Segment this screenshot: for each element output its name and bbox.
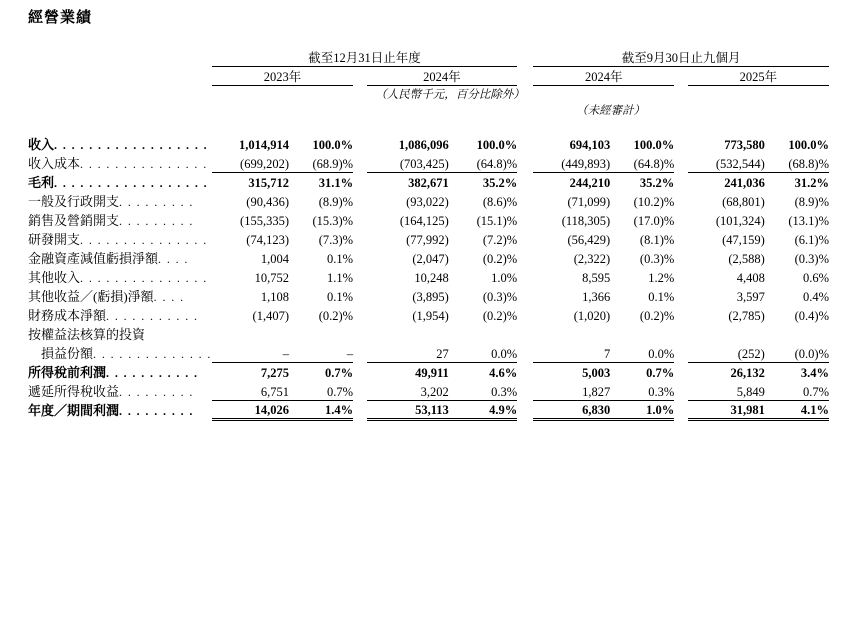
currency-note-gap-mid [353, 86, 367, 103]
year-gap-2 [517, 67, 533, 86]
row-label-leader: . . . . . . . . . . . [106, 309, 199, 323]
currency-note-gap-right4 [688, 86, 765, 103]
row-label-text: 其他收益／(虧損)淨額 [28, 289, 154, 304]
row-label [28, 267, 212, 286]
year-header-row [28, 67, 829, 86]
table-body [28, 134, 829, 419]
column-gap [517, 267, 533, 286]
row-value: 7,275 [212, 362, 289, 381]
row-label-text: 財務成本淨額 [28, 308, 107, 323]
row-percent: (64.8)% [476, 156, 518, 171]
row-value: (118,305) [561, 214, 611, 228]
row-value: (703,425) [399, 156, 449, 171]
row-value: (1,407) [252, 309, 289, 323]
row-label-text: 收入 [28, 137, 55, 152]
row-percent: (0.0)% [794, 346, 829, 361]
row-value: 1,004 [260, 252, 289, 266]
row-label [28, 229, 212, 248]
row-value: (449,893) [561, 156, 611, 171]
group-gap [517, 48, 533, 67]
row-label-leader: . . . . . . . . . . . . . . . . . . [54, 138, 209, 152]
row-percent: 0.7% [610, 362, 674, 381]
column-gap [517, 286, 533, 305]
financial-table [28, 48, 829, 421]
column-gap [517, 153, 533, 172]
row-value: (532,544) [715, 156, 765, 171]
row-value: 6,751 [260, 384, 289, 399]
unaudited-gap-2 [289, 102, 353, 118]
row-value [367, 324, 449, 343]
row-percent: 100.0% [476, 138, 518, 152]
row-percent: – [346, 346, 354, 361]
row-percent: (8.9)% [794, 195, 829, 209]
row-value: (68,801) [722, 195, 765, 209]
column-gap [517, 362, 533, 381]
row-label-leader: . . . . . . . . . . . [106, 366, 199, 380]
row-percent: 100.0% [312, 138, 354, 152]
row-percent: (0.3)% [639, 252, 675, 266]
table-row [28, 400, 829, 419]
unaudited-note: （未經審計） [576, 105, 646, 117]
row-percent: 31.2% [765, 172, 829, 191]
row-label-text: 金融資產減值虧損淨額 [28, 251, 159, 266]
row-value: (2,588) [728, 252, 765, 266]
row-value: (1,020) [573, 309, 611, 323]
column-gap [517, 210, 533, 229]
column-gap [517, 172, 533, 191]
column-gap [674, 343, 688, 362]
row-percent: (0.2)% [318, 309, 354, 323]
row-label [28, 153, 212, 172]
column-gap [353, 153, 367, 172]
column-gap [517, 305, 533, 324]
row-percent [610, 324, 674, 343]
row-label-text: 毛利 [28, 175, 55, 190]
row-label [28, 191, 212, 210]
row-percent: 3.4% [765, 362, 829, 381]
row-percent [765, 324, 829, 343]
year-header-2024-interim: 2024年 [533, 67, 674, 86]
row-value: (90,436) [246, 195, 289, 209]
row-percent: (7.3)% [318, 233, 354, 247]
row-value: (3,895) [412, 290, 449, 304]
year-header-spacer [28, 67, 212, 86]
row-percent: 4.1% [765, 400, 829, 419]
row-label-leader: . . . . [158, 252, 189, 266]
row-percent: 0.7% [802, 384, 829, 399]
currency-note-gap-right3 [674, 86, 688, 103]
row-value [212, 324, 289, 343]
column-gap [674, 305, 688, 324]
row-percent: 1.2% [648, 271, 675, 285]
column-gap [353, 400, 367, 419]
row-value: 1,366 [582, 290, 611, 304]
column-gap [674, 191, 688, 210]
row-value: (252) [737, 346, 765, 361]
unaudited-gap-4 [367, 102, 449, 118]
row-label-text: 其他收入 [28, 270, 81, 285]
table-row [28, 134, 829, 153]
row-percent: 0.4% [802, 290, 829, 304]
row-value: 53,113 [367, 400, 449, 419]
column-gap [353, 324, 367, 343]
row-value: 8,595 [582, 271, 611, 285]
row-percent: (0.4)% [794, 309, 829, 323]
row-label-text: 損益份額 [28, 346, 94, 361]
column-gap [674, 210, 688, 229]
unaudited-gap-5 [449, 102, 517, 118]
row-value: (155,335) [240, 214, 289, 228]
row-label-text: 收入成本 [28, 156, 81, 171]
row-label [28, 400, 212, 419]
page-title: 經營業績 [28, 9, 93, 26]
row-value: 773,580 [724, 138, 765, 152]
row-value: 3,597 [736, 290, 765, 304]
row-value: 27 [436, 346, 449, 361]
row-label-leader: . . . . . . . . . [119, 195, 194, 209]
row-value: – [282, 346, 289, 361]
row-percent: 0.1% [648, 290, 675, 304]
currency-note-row [28, 86, 829, 103]
row-value: 10,752 [254, 271, 289, 285]
row-value: 49,911 [367, 362, 449, 381]
row-percent: (0.2)% [482, 309, 518, 323]
row-value: 14,026 [212, 400, 289, 419]
row-value: 5,849 [736, 384, 765, 399]
row-label-leader: . . . . . . . . . . . . . . . [80, 157, 208, 171]
unaudited-gap-7 [688, 102, 765, 118]
row-percent: 0.1% [327, 290, 354, 304]
column-gap [517, 248, 533, 267]
row-value: 1,086,096 [398, 138, 449, 152]
row-label-leader: . . . . . . . . . . . . . . . [80, 233, 208, 247]
row-percent: (0.3)% [482, 290, 518, 304]
spacer-cell [28, 118, 829, 134]
row-value: (2,047) [412, 252, 449, 266]
row-label [28, 248, 212, 267]
row-percent: 0.3% [491, 384, 518, 399]
row-label-text: 所得稅前利潤 [28, 365, 107, 380]
row-label [28, 305, 212, 324]
row-percent: (7.2)% [482, 233, 518, 247]
group-header-annual: 截至12月31日止年度 [212, 48, 517, 67]
row-value: 1,014,914 [238, 138, 289, 152]
row-percent: 100.0% [633, 138, 675, 152]
year-header-2023: 2023年 [212, 67, 353, 86]
row-percent: 35.2% [610, 172, 674, 191]
row-label-text: 按權益法核算的投資 [28, 327, 146, 342]
row-value: (699,202) [240, 156, 289, 171]
column-gap [674, 400, 688, 419]
column-gap [517, 191, 533, 210]
table-row [28, 324, 829, 343]
row-percent: 4.9% [449, 400, 517, 419]
group-header-spacer [28, 48, 212, 67]
row-value: (2,322) [573, 252, 611, 266]
row-value: (93,022) [406, 195, 449, 209]
row-value: 4,408 [736, 271, 765, 285]
group-header-interim: 截至9月30日止九個月 [533, 48, 829, 67]
row-label [28, 286, 212, 305]
row-percent: 1.0% [610, 400, 674, 419]
row-value: (101,324) [715, 214, 765, 228]
row-value: 26,132 [688, 362, 765, 381]
row-value: 315,712 [212, 172, 289, 191]
table-row [28, 153, 829, 172]
unaudited-gap-6 [517, 102, 533, 118]
row-label-leader: . . . . . . . . . [119, 404, 194, 418]
row-value [533, 324, 610, 343]
row-value: (2,785) [728, 309, 765, 323]
unaudited-gap-1 [212, 102, 289, 118]
column-gap [674, 248, 688, 267]
row-percent: 0.3% [648, 384, 675, 399]
table-row [28, 286, 829, 305]
row-label [28, 134, 212, 153]
column-gap [353, 267, 367, 286]
row-label-leader: . . . . . . . . . [119, 385, 194, 399]
row-label-text: 遞延所得稅收益 [28, 384, 120, 399]
row-value: (1,954) [412, 309, 449, 323]
row-percent: 35.2% [449, 172, 517, 191]
row-label-text: 銷售及營銷開支 [28, 213, 120, 228]
row-label-text: 一般及行政開支 [28, 194, 120, 209]
column-gap [353, 210, 367, 229]
row-percent: 0.7% [289, 362, 353, 381]
row-label-leader: . . . . . . . . . [119, 214, 194, 228]
row-label-leader: . . . . . . . . . . . . . . [93, 347, 212, 361]
group-header-row [28, 48, 829, 67]
year-header-2025-interim: 2025年 [688, 67, 829, 86]
column-gap [674, 172, 688, 191]
row-percent: (0.2)% [482, 252, 518, 266]
row-label-text: 年度／期間利潤 [28, 403, 120, 418]
row-value: (74,123) [246, 233, 289, 247]
row-value [688, 324, 765, 343]
table-row [28, 267, 829, 286]
row-value: 382,671 [367, 172, 449, 191]
row-value: (71,099) [567, 195, 611, 209]
year-gap-3 [674, 67, 688, 86]
column-gap [517, 229, 533, 248]
column-gap [353, 381, 367, 400]
table-row [28, 343, 829, 362]
currency-note-spacer [28, 86, 212, 103]
table-row [28, 172, 829, 191]
row-percent: 0.1% [327, 252, 354, 266]
row-percent: (68.8)% [788, 156, 829, 171]
row-value: 3,202 [420, 384, 449, 399]
table-header [28, 48, 829, 134]
column-gap [353, 172, 367, 191]
row-value: (56,429) [567, 233, 611, 247]
column-gap [353, 191, 367, 210]
column-gap [517, 134, 533, 153]
row-percent: 4.6% [449, 362, 517, 381]
table-row [28, 381, 829, 400]
unaudited-gap-3 [353, 102, 367, 118]
row-label-text: 研發開支 [28, 232, 81, 247]
row-label-leader: . . . . . . . . . . . . . . . . . . [54, 176, 209, 190]
row-percent: 1.0% [491, 271, 518, 285]
row-percent: (13.1)% [788, 214, 829, 228]
row-value: 1,108 [260, 290, 289, 304]
row-label [28, 343, 212, 362]
row-value: 694,103 [569, 138, 611, 152]
row-percent: (0.3)% [794, 252, 829, 266]
column-gap [353, 134, 367, 153]
column-gap [674, 229, 688, 248]
row-percent: (0.2)% [639, 309, 675, 323]
column-gap [353, 248, 367, 267]
row-value: (164,125) [399, 214, 449, 228]
row-label [28, 324, 212, 343]
column-gap [674, 381, 688, 400]
row-percent: 0.6% [802, 271, 829, 285]
currency-note: （人民幣千元，百分比除外） [375, 89, 525, 101]
row-value: 5,003 [533, 362, 610, 381]
currency-note-gap-left2 [289, 86, 353, 103]
row-label [28, 172, 212, 191]
column-gap [517, 343, 533, 362]
column-gap [674, 324, 688, 343]
column-gap [674, 267, 688, 286]
column-gap [674, 362, 688, 381]
row-value: 7 [603, 346, 611, 361]
row-percent: (15.1)% [476, 214, 518, 228]
row-value: 244,210 [533, 172, 610, 191]
row-percent: (6.1)% [794, 233, 829, 247]
column-gap [517, 324, 533, 343]
row-percent: 100.0% [788, 138, 829, 152]
currency-note-gap-right [533, 86, 610, 103]
column-gap [674, 134, 688, 153]
column-gap [674, 153, 688, 172]
row-label-leader: . . . . [153, 290, 185, 304]
row-value: 6,830 [533, 400, 610, 419]
row-percent: (10.2)% [633, 195, 675, 209]
row-label [28, 210, 212, 229]
unaudited-spacer [28, 102, 212, 118]
column-gap [517, 400, 533, 419]
row-label-leader: . . . . . . . . . . . . . . . [80, 271, 208, 285]
year-header-2024-annual: 2024年 [367, 67, 518, 86]
row-percent: 1.4% [289, 400, 353, 419]
table-row [28, 210, 829, 229]
column-gap [353, 362, 367, 381]
table-row [28, 362, 829, 381]
row-percent: 31.1% [289, 172, 353, 191]
currency-note-gap-right2 [610, 86, 674, 103]
table-row [28, 305, 829, 324]
table-row [28, 191, 829, 210]
row-percent [289, 324, 353, 343]
currency-note-gap-left [212, 86, 289, 103]
row-percent: (8.6)% [482, 195, 518, 209]
row-value: (47,159) [722, 233, 765, 247]
row-percent: 0.0% [648, 346, 675, 361]
row-label [28, 381, 212, 400]
row-value: 31,981 [688, 400, 765, 419]
row-percent: (15.3)% [312, 214, 354, 228]
row-percent: 0.7% [327, 384, 354, 399]
table-row [28, 248, 829, 267]
row-percent: (68.9)% [312, 156, 354, 171]
row-label [28, 362, 212, 381]
unaudited-note-row [28, 102, 829, 118]
row-percent [449, 324, 517, 343]
header-bottom-spacer [28, 118, 829, 134]
column-gap [674, 286, 688, 305]
row-value: 241,036 [688, 172, 765, 191]
row-percent: 1.1% [327, 271, 354, 285]
row-percent: 0.0% [491, 346, 518, 361]
row-value: 10,248 [414, 271, 449, 285]
column-gap [353, 286, 367, 305]
row-percent: (64.8)% [633, 156, 675, 171]
row-percent: (8.9)% [318, 195, 354, 209]
unaudited-gap-8 [765, 102, 829, 118]
column-gap [353, 229, 367, 248]
column-gap [353, 343, 367, 362]
table-row [28, 229, 829, 248]
row-percent: (17.0)% [633, 214, 675, 228]
column-gap [353, 305, 367, 324]
year-gap-1 [353, 67, 367, 86]
column-gap [517, 381, 533, 400]
row-value: 1,827 [582, 384, 611, 399]
row-value: (77,992) [406, 233, 449, 247]
row-percent: (8.1)% [639, 233, 675, 247]
